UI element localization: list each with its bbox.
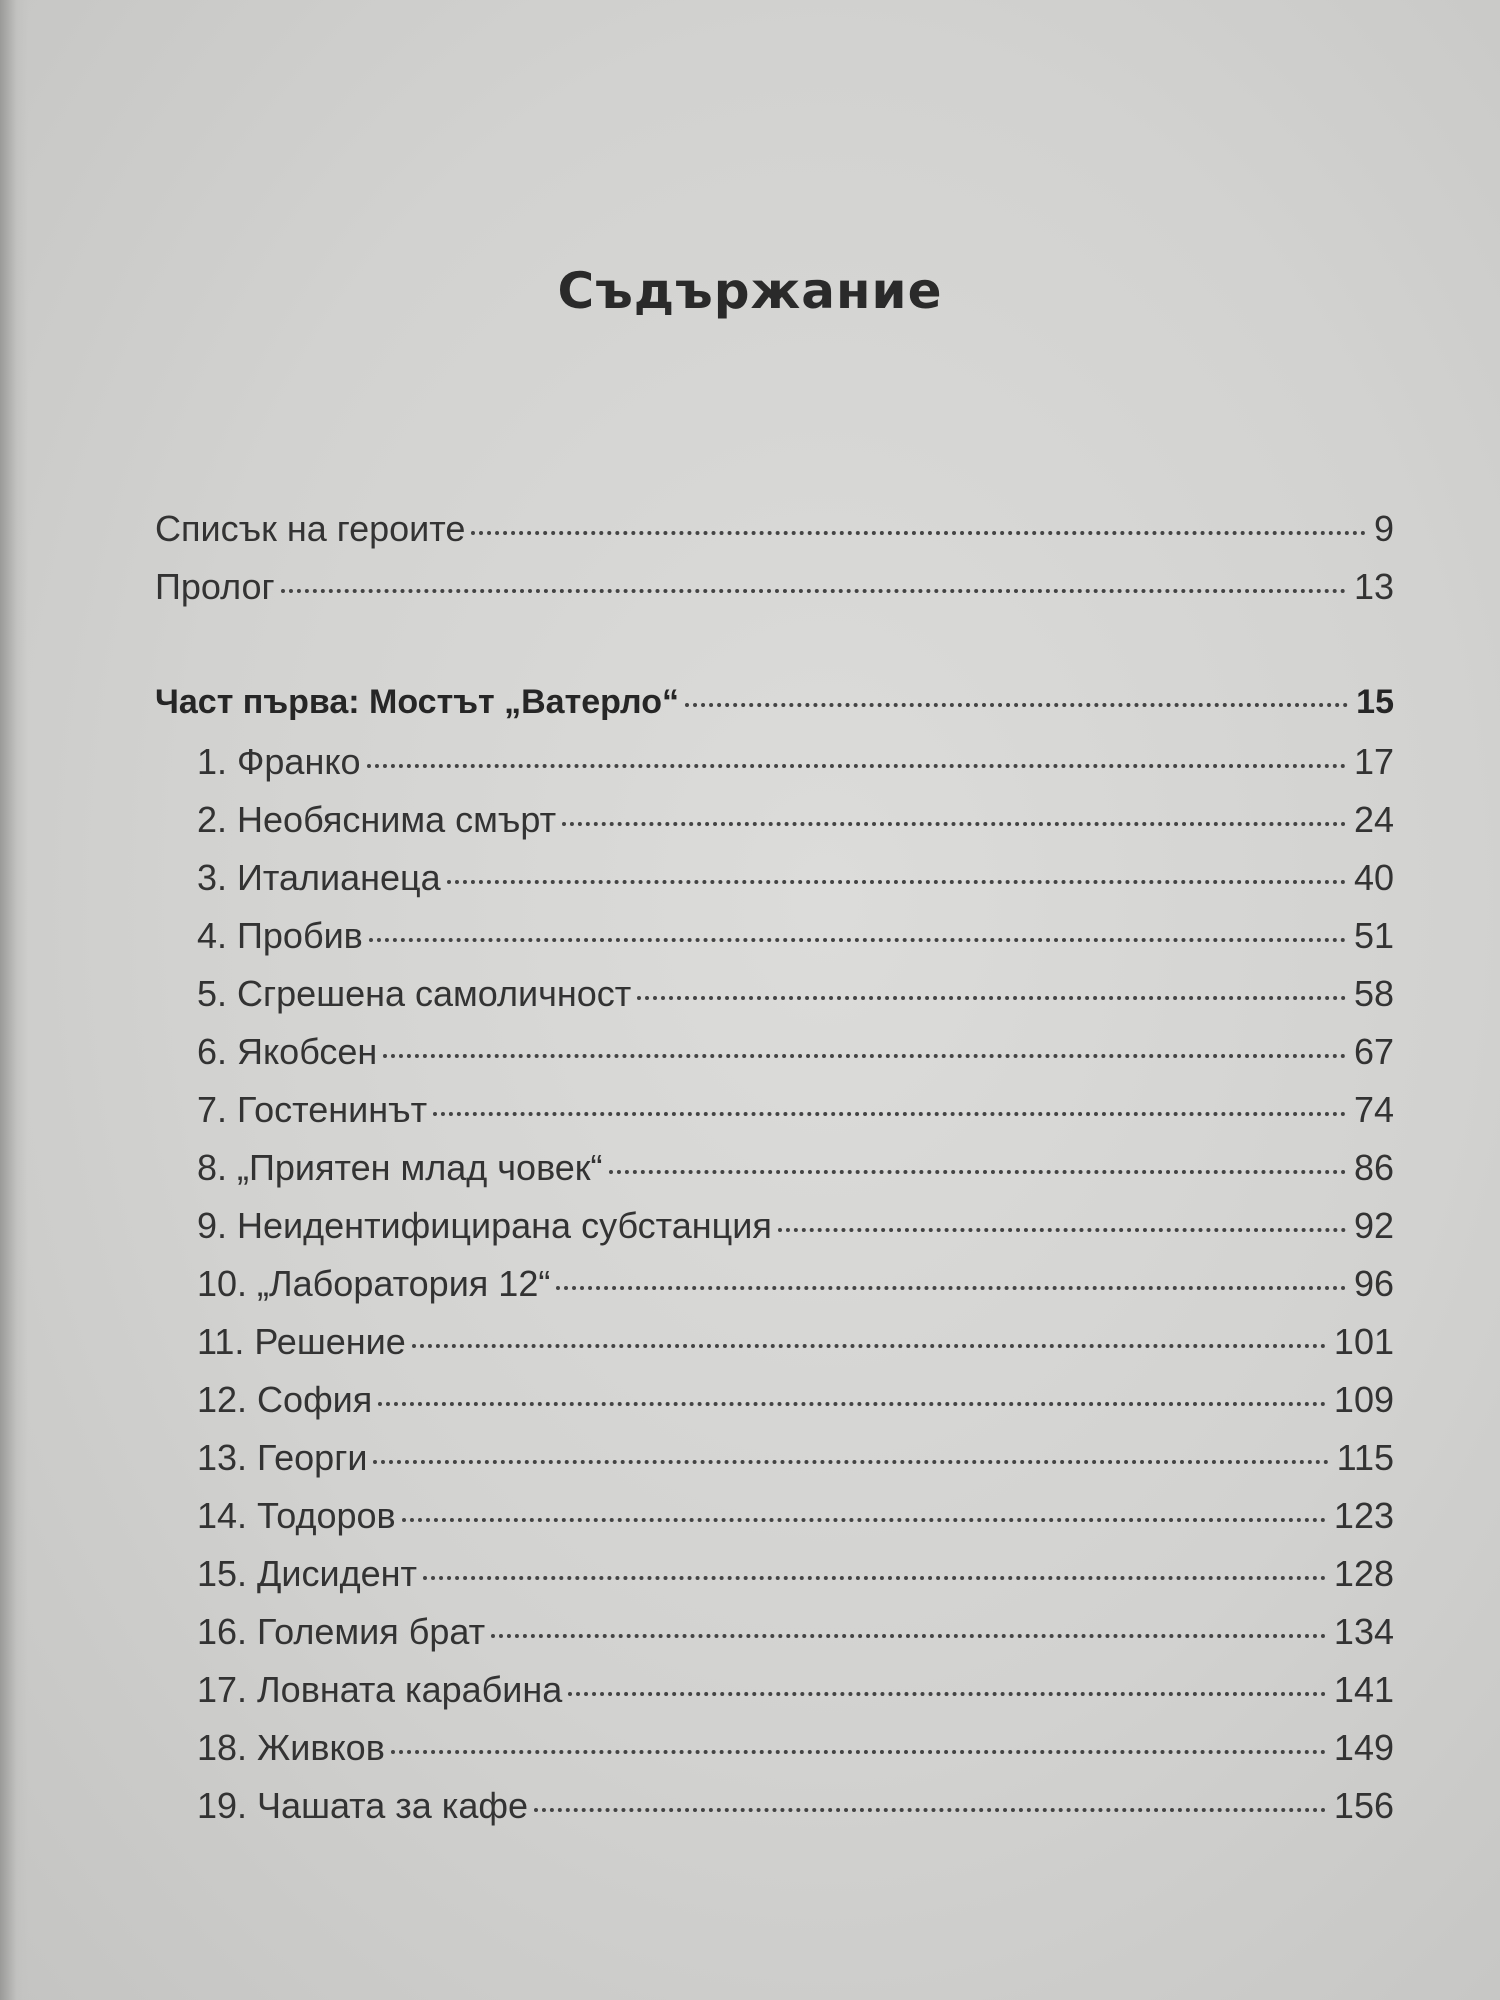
toc-chapter-entry — [197, 1147, 1394, 1193]
dot-leader — [609, 1170, 1346, 1174]
toc-chapter-page: 58 — [1353, 973, 1394, 1014]
toc-chapter-page: 24 — [1353, 799, 1394, 840]
toc-chapter-label: 13. Георги — [197, 1437, 368, 1478]
dot-leader — [471, 531, 1366, 535]
dot-leader — [391, 1750, 1326, 1754]
toc-entry-prologue — [155, 566, 1394, 612]
dot-leader — [491, 1634, 1326, 1638]
dot-leader — [778, 1228, 1346, 1232]
toc-chapter-label: 17. Ловната карабина — [197, 1669, 563, 1710]
toc-entry-page: 9 — [1373, 508, 1394, 549]
toc-part-heading — [155, 683, 1394, 729]
dot-leader — [383, 1054, 1346, 1058]
toc-chapter-label: 3. Италианеца — [197, 857, 441, 898]
toc-chapter-label: 10. „Лаборатория 12“ — [197, 1263, 551, 1304]
dot-leader — [367, 764, 1346, 768]
dot-leader — [402, 1518, 1326, 1522]
toc-chapter-page: 86 — [1353, 1147, 1394, 1188]
dot-leader — [637, 996, 1346, 1000]
toc-chapter-label: 19. Чашата за кафе — [197, 1785, 529, 1826]
dot-leader — [369, 938, 1346, 942]
toc-chapter-label: 16. Големия брат — [197, 1611, 486, 1652]
toc-chapter-page: 149 — [1333, 1727, 1394, 1768]
toc-part-page: 15 — [1356, 683, 1394, 721]
toc-chapter-label: 15. Дисидент — [197, 1553, 418, 1594]
toc-chapter-label: 6. Якобсен — [197, 1031, 378, 1072]
dot-leader — [534, 1808, 1326, 1812]
toc-entry-page: 13 — [1353, 566, 1394, 607]
dot-leader — [685, 703, 1348, 707]
toc-chapter-label: 2. Необяснима смърт — [197, 799, 557, 840]
toc-chapter-entry — [197, 1611, 1394, 1657]
toc-chapter-label: 8. „Приятен млад човек“ — [197, 1147, 603, 1188]
dot-leader — [433, 1112, 1346, 1116]
dot-leader — [412, 1344, 1326, 1348]
toc-chapter-entry — [197, 1669, 1394, 1715]
toc-chapter-page: 123 — [1333, 1495, 1394, 1536]
toc-chapter-page: 101 — [1333, 1321, 1394, 1362]
toc-chapter-label: 5. Сгрешена самоличност — [197, 973, 632, 1014]
toc-chapter-page: 40 — [1353, 857, 1394, 898]
toc-part-label: Част първа: Мостът „Ватерло“ — [155, 683, 679, 721]
dot-leader — [556, 1286, 1346, 1290]
toc-chapter-entry — [197, 1437, 1394, 1483]
toc-chapter-page: 134 — [1333, 1611, 1394, 1652]
toc-chapter-entry — [197, 1321, 1394, 1367]
toc-chapter-page: 96 — [1353, 1263, 1394, 1304]
toc-chapter-page: 51 — [1353, 915, 1394, 956]
dot-leader — [423, 1576, 1326, 1580]
toc-chapter-entry — [197, 915, 1394, 961]
toc-entry-label: Пролог — [155, 566, 275, 607]
toc-chapter-entry — [197, 1263, 1394, 1309]
toc-chapter-page: 128 — [1333, 1553, 1394, 1594]
toc-chapter-label: 12. София — [197, 1379, 373, 1420]
toc-chapter-label: 14. Тодоров — [197, 1495, 396, 1536]
toc-chapter-page: 109 — [1333, 1379, 1394, 1420]
dot-leader — [562, 822, 1346, 826]
dot-leader — [447, 880, 1346, 884]
toc-chapter-label: 9. Неидентифицирана субстанция — [197, 1205, 772, 1246]
toc-chapter-page: 17 — [1353, 741, 1394, 782]
toc-chapter-page: 115 — [1336, 1437, 1394, 1478]
toc-chapter-entry — [197, 1379, 1394, 1425]
dot-leader — [568, 1692, 1326, 1696]
toc-chapter-entry — [197, 1089, 1394, 1135]
toc-chapter-page: 67 — [1353, 1031, 1394, 1072]
toc-chapter-entry — [197, 857, 1394, 903]
toc-chapter-page: 156 — [1333, 1785, 1394, 1826]
toc-chapter-label: 7. Гостенинът — [197, 1089, 428, 1130]
dot-leader — [373, 1460, 1328, 1464]
toc-chapter-page: 92 — [1353, 1205, 1394, 1246]
toc-chapter-entry — [197, 799, 1394, 845]
toc-chapter-entry — [197, 973, 1394, 1019]
toc-chapter-label: 4. Пробив — [197, 915, 363, 956]
toc-chapter-entry — [197, 1495, 1394, 1541]
page-title: Съдържание — [557, 262, 943, 320]
dot-leader — [378, 1402, 1326, 1406]
toc-chapter-entry — [197, 1031, 1394, 1077]
toc-entry-characters — [155, 508, 1394, 554]
toc-chapter-page: 74 — [1353, 1089, 1394, 1130]
toc-chapter-entry — [197, 1205, 1394, 1251]
dot-leader — [281, 589, 1346, 593]
toc-chapter-label: 11. Решение — [197, 1321, 406, 1362]
toc-chapter-entry — [197, 1727, 1394, 1773]
toc-chapter-entry — [197, 741, 1394, 787]
toc-entry-label: Списък на героите — [155, 508, 466, 549]
toc-chapter-entry — [197, 1785, 1394, 1831]
toc-chapter-entry — [197, 1553, 1394, 1599]
toc-chapter-label: 18. Живков — [197, 1727, 385, 1768]
toc-chapter-label: 1. Франко — [197, 741, 361, 782]
toc-chapter-page: 141 — [1333, 1669, 1394, 1710]
